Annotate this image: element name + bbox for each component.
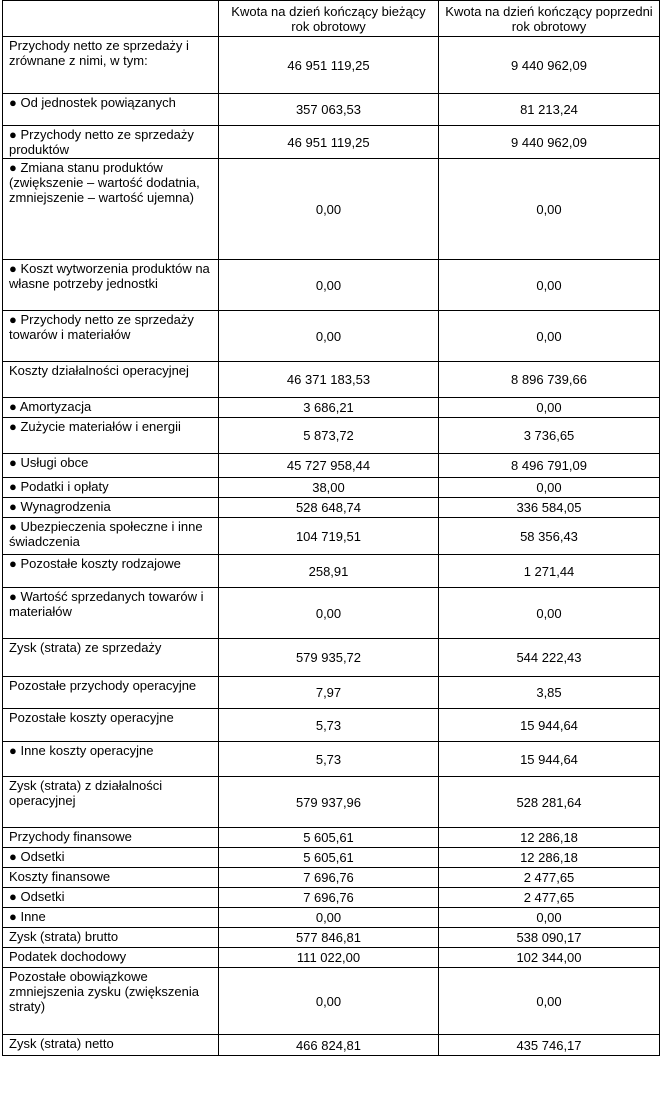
table-row bbox=[3, 159, 660, 260]
table-row bbox=[3, 555, 660, 588]
row-label: Koszty finansowe bbox=[3, 868, 219, 888]
previous-year-value: 0,00 bbox=[439, 968, 660, 1035]
current-year-value: 0,00 bbox=[219, 311, 439, 362]
previous-year-value: 544 222,43 bbox=[439, 639, 660, 677]
table-row bbox=[3, 94, 660, 126]
table-row bbox=[3, 868, 660, 888]
current-year-value: 0,00 bbox=[219, 260, 439, 311]
current-year-value: 0,00 bbox=[219, 588, 439, 639]
row-label: ● Ubezpieczenia społeczne i inne świadczenia bbox=[3, 518, 219, 555]
table-row bbox=[3, 888, 660, 908]
row-label: Przychody finansowe bbox=[3, 828, 219, 848]
row-label: ● Pozostałe koszty rodzajowe bbox=[3, 555, 219, 588]
current-year-value: 579 935,72 bbox=[219, 639, 439, 677]
table-row bbox=[3, 709, 660, 742]
row-label: Pozostałe koszty operacyjne bbox=[3, 709, 219, 742]
previous-year-value: 8 896 739,66 bbox=[439, 362, 660, 398]
table-row bbox=[3, 908, 660, 928]
row-label: ● Wynagrodzenia bbox=[3, 498, 219, 518]
current-year-value: 5,73 bbox=[219, 709, 439, 742]
current-year-value: 45 727 958,44 bbox=[219, 454, 439, 478]
row-label: ● Usługi obce bbox=[3, 454, 219, 478]
current-year-value: 7 696,76 bbox=[219, 888, 439, 908]
row-label: ● Podatki i opłaty bbox=[3, 478, 219, 498]
current-year-value: 46 371 183,53 bbox=[219, 362, 439, 398]
current-year-value: 0,00 bbox=[219, 968, 439, 1035]
current-year-value: 0,00 bbox=[219, 908, 439, 928]
previous-year-value: 1 271,44 bbox=[439, 555, 660, 588]
previous-year-value: 12 286,18 bbox=[439, 848, 660, 868]
previous-year-value: 3,85 bbox=[439, 677, 660, 709]
current-year-value: 0,00 bbox=[219, 159, 439, 260]
table-row bbox=[3, 828, 660, 848]
previous-year-value: 3 736,65 bbox=[439, 418, 660, 454]
header-current-year: Kwota na dzień kończący bieżący rok obrotowy bbox=[219, 1, 439, 37]
table-row bbox=[3, 454, 660, 478]
table-row bbox=[3, 848, 660, 868]
previous-year-value: 15 944,64 bbox=[439, 709, 660, 742]
header-previous-year: Kwota na dzień kończący poprzedni rok obrotowy bbox=[439, 1, 660, 37]
table-row bbox=[3, 1035, 660, 1056]
current-year-value: 5 605,61 bbox=[219, 828, 439, 848]
row-label: Koszty działalności operacyjnej bbox=[3, 362, 219, 398]
row-label: Przychody netto ze sprzedaży i zrównane z nimi, w tym: bbox=[3, 37, 219, 94]
row-label: ● Przychody netto ze sprzedaży towarów i materiałów bbox=[3, 311, 219, 362]
table-row bbox=[3, 677, 660, 709]
current-year-value: 466 824,81 bbox=[219, 1035, 439, 1056]
header-blank-cell bbox=[3, 1, 219, 37]
table-row bbox=[3, 588, 660, 639]
table-row bbox=[3, 928, 660, 948]
previous-year-value: 0,00 bbox=[439, 588, 660, 639]
current-year-value: 7 696,76 bbox=[219, 868, 439, 888]
table-row bbox=[3, 518, 660, 555]
table-row bbox=[3, 418, 660, 454]
current-year-value: 7,97 bbox=[219, 677, 439, 709]
table-body bbox=[3, 37, 660, 1056]
current-year-value: 5 873,72 bbox=[219, 418, 439, 454]
current-year-value: 5,73 bbox=[219, 742, 439, 777]
previous-year-value: 12 286,18 bbox=[439, 828, 660, 848]
current-year-value: 357 063,53 bbox=[219, 94, 439, 126]
row-label: Pozostałe obowiązkowe zmniejszenia zysku (zwiększenia straty) bbox=[3, 968, 219, 1035]
row-label: ● Inne koszty operacyjne bbox=[3, 742, 219, 777]
row-label: Zysk (strata) brutto bbox=[3, 928, 219, 948]
previous-year-value: 9 440 962,09 bbox=[439, 126, 660, 159]
current-year-value: 111 022,00 bbox=[219, 948, 439, 968]
current-year-value: 3 686,21 bbox=[219, 398, 439, 418]
row-label: Podatek dochodowy bbox=[3, 948, 219, 968]
income-statement-table bbox=[2, 0, 660, 1056]
previous-year-value: 0,00 bbox=[439, 908, 660, 928]
previous-year-value: 0,00 bbox=[439, 159, 660, 260]
row-label: ● Wartość sprzedanych towarów i materiałów bbox=[3, 588, 219, 639]
row-label: ● Od jednostek powiązanych bbox=[3, 94, 219, 126]
row-label: ● Odsetki bbox=[3, 888, 219, 908]
row-label: ● Zużycie materiałów i energii bbox=[3, 418, 219, 454]
row-label: ● Inne bbox=[3, 908, 219, 928]
previous-year-value: 8 496 791,09 bbox=[439, 454, 660, 478]
table-row bbox=[3, 362, 660, 398]
current-year-value: 258,91 bbox=[219, 555, 439, 588]
previous-year-value: 15 944,64 bbox=[439, 742, 660, 777]
row-label: Zysk (strata) z działalności operacyjnej bbox=[3, 777, 219, 828]
table-row bbox=[3, 37, 660, 94]
table-row bbox=[3, 311, 660, 362]
previous-year-value: 81 213,24 bbox=[439, 94, 660, 126]
table-row bbox=[3, 260, 660, 311]
row-label: ● Zmiana stanu produktów (zwiększenie – wartość dodatnia, zmniejszenie – wartość ujemna) bbox=[3, 159, 219, 260]
row-label: Zysk (strata) ze sprzedaży bbox=[3, 639, 219, 677]
row-label: ● Odsetki bbox=[3, 848, 219, 868]
table-row bbox=[3, 478, 660, 498]
previous-year-value: 528 281,64 bbox=[439, 777, 660, 828]
previous-year-value: 2 477,65 bbox=[439, 888, 660, 908]
current-year-value: 579 937,96 bbox=[219, 777, 439, 828]
current-year-value: 5 605,61 bbox=[219, 848, 439, 868]
row-label: ● Amortyzacja bbox=[3, 398, 219, 418]
row-label: Zysk (strata) netto bbox=[3, 1035, 219, 1056]
current-year-value: 104 719,51 bbox=[219, 518, 439, 555]
current-year-value: 46 951 119,25 bbox=[219, 126, 439, 159]
previous-year-value: 435 746,17 bbox=[439, 1035, 660, 1056]
row-label: ● Przychody netto ze sprzedaży produktów bbox=[3, 126, 219, 159]
table-row bbox=[3, 126, 660, 159]
table-row bbox=[3, 948, 660, 968]
table-row bbox=[3, 968, 660, 1035]
previous-year-value: 102 344,00 bbox=[439, 948, 660, 968]
previous-year-value: 2 477,65 bbox=[439, 868, 660, 888]
current-year-value: 528 648,74 bbox=[219, 498, 439, 518]
table-row bbox=[3, 777, 660, 828]
row-label: ● Koszt wytworzenia produktów na własne potrzeby jednostki bbox=[3, 260, 219, 311]
row-label: Pozostałe przychody operacyjne bbox=[3, 677, 219, 709]
current-year-value: 577 846,81 bbox=[219, 928, 439, 948]
current-year-value: 46 951 119,25 bbox=[219, 37, 439, 94]
table-row bbox=[3, 639, 660, 677]
table-row bbox=[3, 398, 660, 418]
previous-year-value: 9 440 962,09 bbox=[439, 37, 660, 94]
previous-year-value: 58 356,43 bbox=[439, 518, 660, 555]
current-year-value: 38,00 bbox=[219, 478, 439, 498]
previous-year-value: 336 584,05 bbox=[439, 498, 660, 518]
header-row bbox=[3, 1, 660, 37]
previous-year-value: 0,00 bbox=[439, 311, 660, 362]
table-row bbox=[3, 742, 660, 777]
previous-year-value: 538 090,17 bbox=[439, 928, 660, 948]
table-row bbox=[3, 498, 660, 518]
previous-year-value: 0,00 bbox=[439, 398, 660, 418]
previous-year-value: 0,00 bbox=[439, 260, 660, 311]
previous-year-value: 0,00 bbox=[439, 478, 660, 498]
